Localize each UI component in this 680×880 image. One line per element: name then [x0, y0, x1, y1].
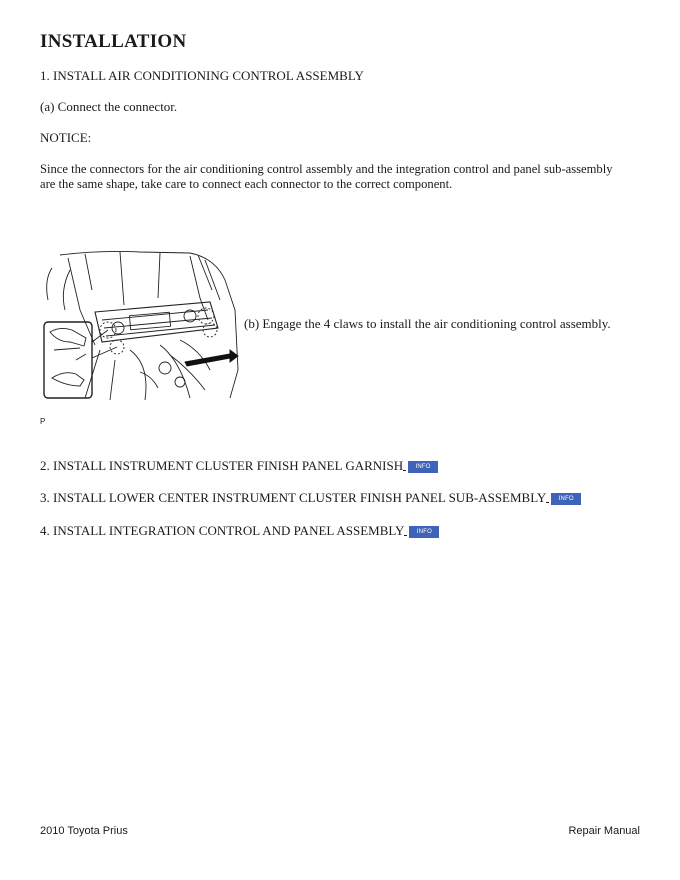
step-2-row [40, 458, 438, 474]
footer-left: 2010 Toyota Prius [40, 825, 128, 837]
step-1a-text: (a) Connect the connector. [40, 99, 178, 114]
step-4-info-button[interactable]: INFO [409, 526, 439, 538]
figure-caption: P [40, 417, 46, 426]
step-1b-text: (b) Engage the 4 claws to install the air conditioning control assembly. [244, 316, 611, 331]
footer-right: Repair Manual [568, 825, 640, 837]
notice-label: NOTICE: [40, 130, 92, 145]
page-title: INSTALLATION [40, 31, 187, 52]
step-4-title: 4. INSTALL INTEGRATION CONTROL AND PANEL ASSEMBLY [40, 523, 405, 538]
link-underline [404, 524, 407, 536]
step-2-title: 2. INSTALL INSTRUMENT CLUSTER FINISH PANEL GARNISH [40, 458, 404, 473]
step-3-row [40, 490, 581, 506]
notice-text: Since the connectors for the air conditioning control assembly and the integration control and panel sub-assembly are the same shape, take care to connect each connector to the correct component. [40, 162, 613, 191]
step-4-row [40, 523, 439, 539]
link-underline [403, 459, 406, 471]
link-underline [546, 491, 549, 503]
step-3-title: 3. INSTALL LOWER CENTER INSTRUMENT CLUSTER FINISH PANEL SUB-ASSEMBLY [40, 490, 547, 505]
step-2-info-button[interactable]: INFO [408, 461, 438, 473]
installation-illustration [40, 250, 240, 402]
step-3-info-button[interactable]: INFO [551, 493, 581, 505]
step-1-title: 1. INSTALL AIR CONDITIONING CONTROL ASSEMBLY [40, 68, 364, 83]
